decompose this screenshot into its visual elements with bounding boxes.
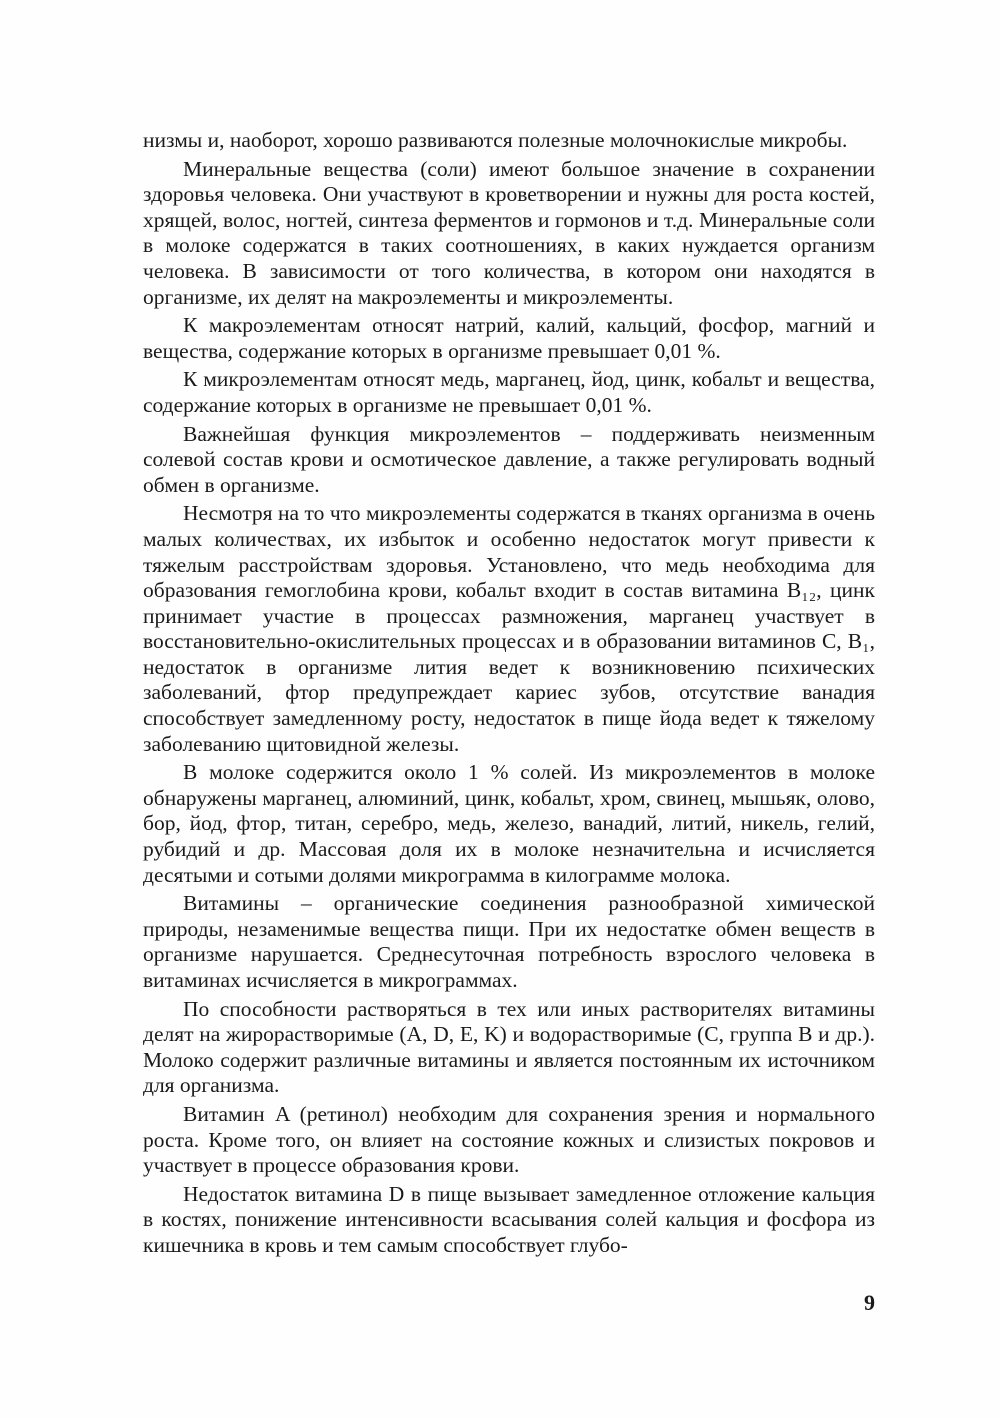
page-number: 9 [864, 1290, 875, 1315]
paragraph-continuation: низмы и, наоборот, хорошо развиваются полезные молочнокислые микробы. [143, 128, 848, 152]
paragraph-microelement-effects: Несмотря на то что микроэлементы содержатся в тканях организма в очень малых количествах, их избыток и особенно недостаток могут привести к тяжелым расстройствам здоровья. Установлено, что медь необходима для образования гемоглобина крови, кобальт входит в состав витамина B₁₂, цинк принимает участие в процессах размножения, марганец участвует в восстановительно-окислительных процессах и в образовании витаминов C, B₁, недостаток в организме лития ведет к возникновению психических заболеваний, фтор предупреждает кариес зубов, отсутствие ванадия способствует замедленному росту, недостаток в пище йода ведет к тяжелому заболеванию щитовидной железы. [143, 501, 875, 756]
paragraph-macroelements: К макроэлементам относят натрий, калий, кальций, фосфор, магний и вещества, содержание которых в организме превышает 0,01 %. [143, 313, 875, 363]
paragraph-vitamin-solubility: По способности растворяться в тех или иных растворителях витамины делят на жирорастворимые (A, D, E, K) и водорастворимые (C, группа B и др.). Молоко содержит различные витамины и является постоянным их источником для организма. [143, 996, 875, 1098]
body-text [143, 128, 875, 1262]
paragraph-minerals: Минеральные вещества (соли) имеют большое значение в сохранении здоровья человека. Они участвуют в кроветворении и нужны для роста костей, хрящей, волос, ногтей, синтеза ферментов и гормонов и т.д. Минеральные соли в молоке содержатся в таких соотношениях, в каких нуждается организм человека. В зависимости от того количества, в котором они находятся в организме, их делят на макроэлементы и микроэлементы. [143, 156, 875, 309]
paragraph-vitamin-a: Витамин A (ретинол) необходим для сохранения зрения и нормального роста. Кроме того, он влияет на состояние кожных и слизистых покровов и участвует в процессе образования крови. [143, 1101, 875, 1178]
paragraph-milk-salts: В молоке содержится около 1 % солей. Из микроэлементов в молоке обнаружены марганец, алюминий, цинк, кобальт, хром, свинец, мышьяк, олово, бор, йод, фтор, титан, серебро, медь, железо, ванадий, литий, никель, гелий, рубидий и др. Массовая доля их в молоке незначительна и исчисляется десятыми и сотыми долями микрограмма в килограмме молока. [143, 760, 875, 887]
paragraph-vitamins: Витамины – органические соединения разнообразной химической природы, незаменимые вещества пищи. При их недостатке обмен веществ в организме нарушается. Среднесуточная потребность взрослого человека в витаминах исчисляется в микрограммах. [143, 891, 875, 992]
paragraph-microelements: К микроэлементам относят медь, марганец, йод, цинк, кобальт и вещества, содержание которых в организме не превышает 0,01 %. [143, 367, 875, 417]
paragraph-microelement-function: Важнейшая функция микроэлементов – поддерживать неизменным солевой состав крови и осмотическое давление, а также регулировать водный обмен в организме. [143, 421, 875, 497]
paragraph-vitamin-d: Недостаток витамина D в пище вызывает замедленное отложение кальция в костях, понижение интенсивности всасывания солей кальция и фосфора из кишечника в кровь и тем самым способствует глубо- [143, 1181, 875, 1257]
